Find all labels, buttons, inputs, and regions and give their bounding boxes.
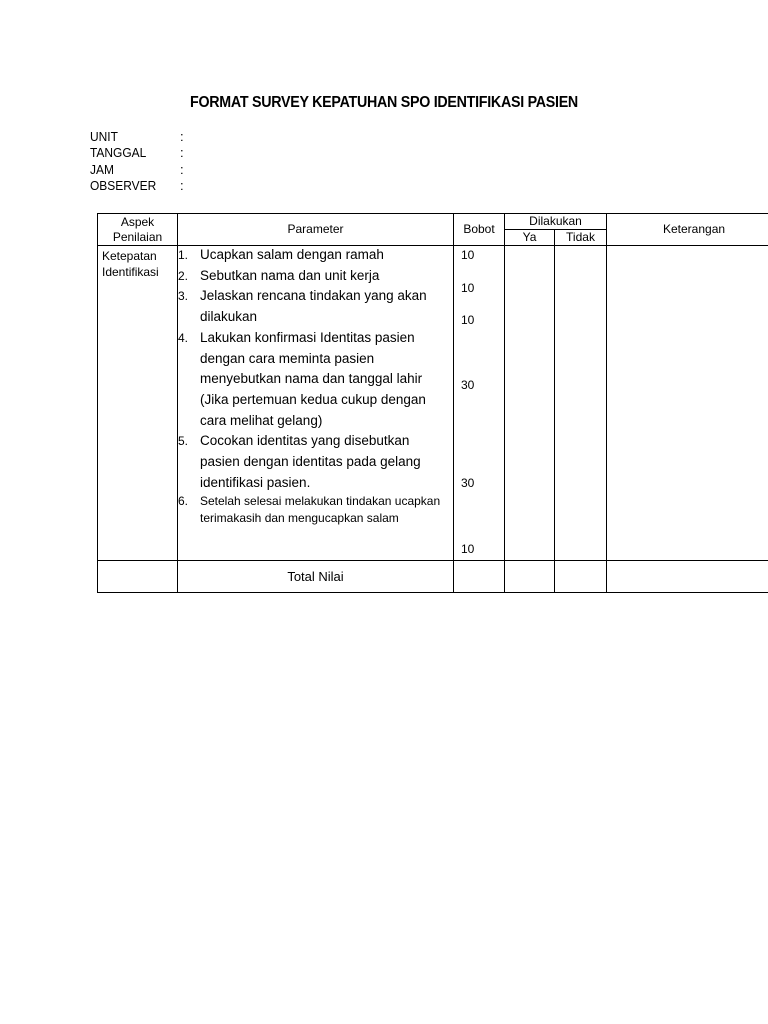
meta-label-unit: UNIT [90, 129, 118, 144]
meta-colon: : [180, 161, 184, 177]
header-dilakukan: Dilakukan [505, 214, 607, 230]
item-number: 6. [178, 494, 189, 509]
total-ya-cell[interactable] [505, 561, 555, 593]
meta-fields [90, 129, 190, 194]
header-aspek: Aspek Penilaian [98, 214, 178, 246]
meta-label-tanggal: TANGGAL [90, 145, 147, 161]
item-text: Jelaskan rencana tindakan yang akan dilakukan [200, 288, 427, 325]
table-row [98, 246, 768, 561]
meta-row-tanggal [90, 145, 190, 161]
header-tidak: Tidak [555, 230, 607, 246]
meta-label-observer: OBSERVER [90, 177, 157, 193]
keterangan-cell[interactable] [607, 246, 768, 561]
item-text: Lakukan konfirmasi Identitas pasien dengan cara meminta pasien menyebutkan nama dan tanggal lahir (Jika pertemuan kedua cukup dengan cara melihat gelang) [200, 329, 426, 428]
item-number: 4. [178, 330, 189, 345]
survey-table [97, 213, 768, 593]
header-ya: Ya [505, 230, 555, 246]
meta-label-jam: JAM [90, 161, 114, 177]
item-text: Ucapkan salam dengan ramah [200, 247, 384, 262]
meta-row-observer [90, 178, 190, 194]
total-bobot-cell [454, 561, 505, 593]
bobot-cell [454, 246, 505, 561]
ya-cell[interactable] [505, 246, 555, 561]
item-number: 3. [178, 289, 189, 304]
meta-row-unit [90, 129, 190, 145]
list-item [178, 431, 453, 493]
list-item [178, 245, 453, 266]
meta-row-jam [90, 162, 190, 178]
bobot-value: 30 [461, 476, 475, 490]
tidak-cell[interactable] [555, 246, 607, 561]
total-empty-cell [98, 561, 178, 593]
total-tidak-cell[interactable] [555, 561, 607, 593]
list-item [178, 328, 453, 432]
total-keterangan-cell[interactable] [607, 561, 768, 593]
header-parameter: Parameter [178, 214, 454, 246]
bobot-value: 10 [461, 281, 475, 295]
item-number: 1. [178, 248, 189, 262]
parameter-list [178, 246, 454, 561]
total-label: Total Nilai [178, 561, 454, 593]
aspect-cell: Ketepatan Identifikasi [98, 246, 178, 561]
bobot-value: 30 [461, 378, 475, 392]
meta-colon: : [180, 129, 184, 144]
header-bobot: Bobot [454, 214, 505, 246]
list-item [178, 286, 453, 327]
item-number: 5. [178, 434, 189, 449]
document-title: FORMAT SURVEY KEPATUHAN SPO IDENTIFIKASI PASIEN [190, 94, 578, 111]
bobot-value: 10 [461, 542, 475, 556]
list-item [178, 493, 453, 527]
meta-colon: : [180, 145, 184, 161]
item-text: Cocokan identitas yang disebutkan pasien dengan identitas pada gelang identifikasi pasien. [200, 433, 421, 490]
meta-colon: : [180, 177, 184, 193]
bobot-value: 10 [461, 313, 475, 327]
total-row [98, 561, 768, 593]
item-text: Sebutkan nama dan unit kerja [200, 267, 380, 283]
header-keterangan: Keterangan [607, 214, 768, 246]
item-number: 2. [178, 268, 189, 283]
list-item [178, 266, 453, 287]
bobot-value: 10 [461, 248, 475, 262]
item-text: Setelah selesai melakukan tindakan ucapkan terimakasih dan mengucapkan salam [200, 494, 441, 526]
